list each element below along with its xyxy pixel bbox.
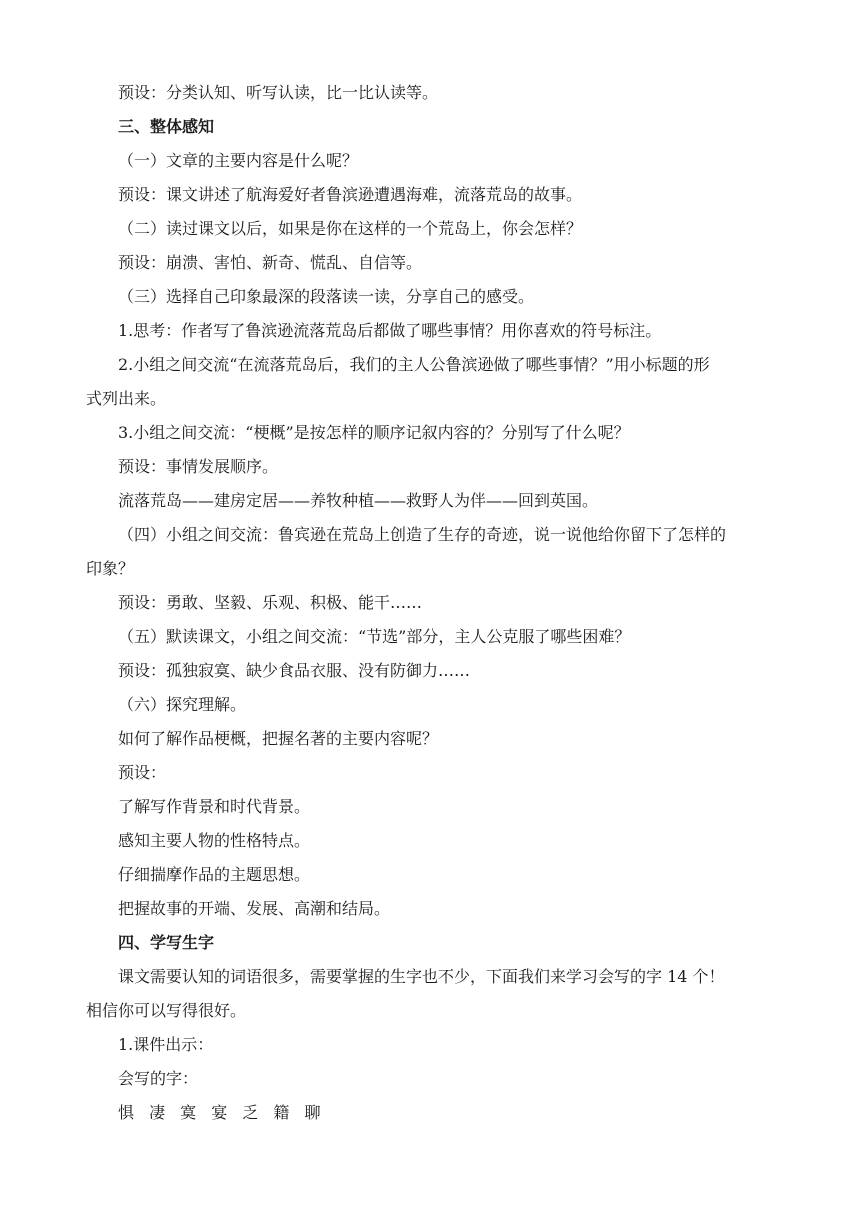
section-heading-writing-characters: 四、学写生字 <box>118 933 215 952</box>
paragraph-intro-characters: 课文需要认知的词语很多，需要掌握的生字也不少，下面我们来学习会写的字 14 个！ <box>118 967 725 986</box>
question-5: （五）默读课文，小组之间交流：“节选”部分，主人公克服了哪些困难？ <box>118 627 631 646</box>
method-4: 把握故事的开端、发展、高潮和结局。 <box>118 899 391 918</box>
question-4: （四）小组之间交流：鲁宾逊在荒岛上创造了生存的奇迹，说一说他给你留下了怎样的 <box>118 525 727 544</box>
question-6: （六）探究理解。 <box>118 695 247 714</box>
question-1: （一）文章的主要内容是什么呢？ <box>118 151 359 170</box>
answer-2: 预设：崩溃、害怕、新奇、慌乱、自信等。 <box>118 253 423 272</box>
question-3: （三）选择自己印象最深的段落读一读，分享自己的感受。 <box>118 287 535 306</box>
preset-label: 预设： <box>118 763 167 782</box>
method-2: 感知主要人物的性格特点。 <box>118 831 311 850</box>
paragraph-preset-recognition: 预设：分类认知、听写认读，比一比认读等。 <box>118 83 439 102</box>
answer-3: 预设：事情发展顺序。 <box>118 457 279 476</box>
method-1: 了解写作背景和时代背景。 <box>118 797 311 816</box>
paragraph-intro-characters-continued: 相信你可以写得很好。 <box>86 1001 247 1020</box>
plot-sequence: 流落荒岛——建房定居——养牧种植——救野人为伴——回到英国。 <box>118 491 599 510</box>
task-1: 1.思考：作者写了鲁滨逊流落荒岛后都做了哪些事情？用你喜欢的符号标注。 <box>118 321 662 340</box>
question-2: （二）读过课文以后，如果是你在这样的一个荒岛上，你会怎样？ <box>118 219 583 238</box>
answer-5: 预设：孤独寂寞、缺少食品衣服、没有防御力…… <box>118 661 471 680</box>
answer-4: 预设：勇敢、坚毅、乐观、积极、能干…… <box>118 593 423 612</box>
method-3: 仔细揣摩作品的主题思想。 <box>118 865 311 884</box>
section-heading-overall-perception: 三、整体感知 <box>118 117 215 136</box>
answer-1: 预设：课文讲述了航海爱好者鲁滨逊遭遇海难，流落荒岛的故事。 <box>118 185 583 204</box>
task-3: 3.小组之间交流：“梗概”是按怎样的顺序记叙内容的？分别写了什么呢？ <box>118 423 630 442</box>
courseware-display: 1.课件出示： <box>118 1035 214 1054</box>
task-2-continued: 式列出来。 <box>86 389 167 408</box>
characters-list: 惧 凄 寞 宴 乏 籍 聊 <box>118 1103 326 1122</box>
question-4-continued: 印象？ <box>86 559 135 578</box>
question-6-detail: 如何了解作品梗概，把握名著的主要内容呢？ <box>118 729 439 748</box>
task-2: 2.小组之间交流“在流落荒岛后，我们的主人公鲁滨逊做了哪些事情？”用小标题的形 <box>118 355 710 374</box>
characters-label: 会写的字： <box>118 1069 199 1088</box>
